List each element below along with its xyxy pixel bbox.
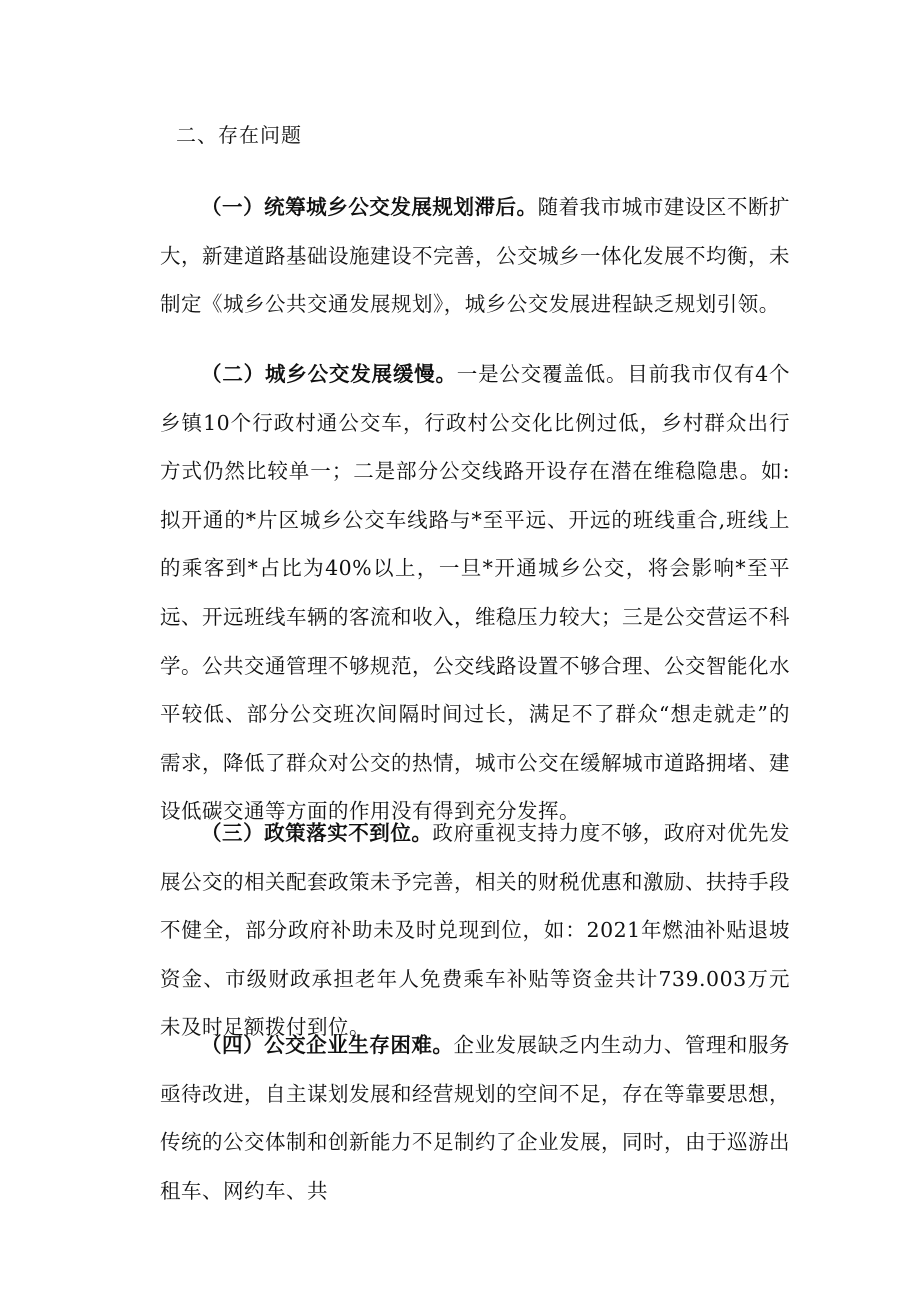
paragraph-lead: （二）城乡公交发展缓慢。 xyxy=(201,362,457,386)
paragraph-body: 随着我市城市建设区不断扩大，新建道路基础设施建设不完善，公交城乡一体化发展不均衡，未制定《城乡公共交通发展规划》，城乡公交发展进程缺乏规划引领。 xyxy=(160,195,791,317)
section-heading: 二、存在问题 xyxy=(176,123,302,147)
paragraph-lead: （三）政策落实不到位。 xyxy=(201,821,433,845)
paragraph-development xyxy=(160,350,790,836)
paragraph-body: 企业发展缺乏内生动力、管理和服务亟待改进，自主谋划发展和经营规划的空间不足，存在等靠要思想，传统的公交体制和创新能力不足制约了企业发展，同时，由于巡游出租车、网约车、共 xyxy=(160,1033,791,1203)
paragraph-policy xyxy=(160,809,790,1052)
paragraph-body: 政府重视支持力度不够，政府对优先发展公交的相关配套政策未予完善，相关的财税优惠和激励、扶持手段不健全，部分政府补助未及时兑现到位，如：2021年燃油补贴退坡资金、市级财政承担老年人免费乘车补贴等资金共计739.003万元未及时足额拨付到位。 xyxy=(160,821,791,1040)
paragraph-lead: （四）公交企业生存困难。 xyxy=(201,1033,454,1057)
paragraph-enterprise xyxy=(160,1021,790,1215)
paragraph-body: 一是公交覆盖低。目前我市仅有4个乡镇10个行政村通公交车，行政村公交化比例过低，乡村群众出行方式仍然比较单一；二是部分公交线路开设存在潜在维稳隐患。如:拟开通的*片区城乡公交车线路与*至平远、开远的班线重合,班线上的乘客到*占比为40%以上，一旦*开通城乡公交，将会影响*至平远、开远班线车辆的客流和收入，维稳压力较大；三是公交营运不科学。公共交通管理不够规范，公交线路设置不够合理、公交智能化水平较低、部分公交班次间隔时间过长，满足不了群众“想走就走”的需求，降低了群众对公交的热情，城市公交在缓解城市道路拥堵、建设低碳交通等方面的作用没有得到充分发挥。 xyxy=(160,362,791,824)
paragraph-lead: （一）统筹城乡公交发展规划滞后。 xyxy=(201,195,538,219)
paragraph-planning xyxy=(160,183,790,329)
